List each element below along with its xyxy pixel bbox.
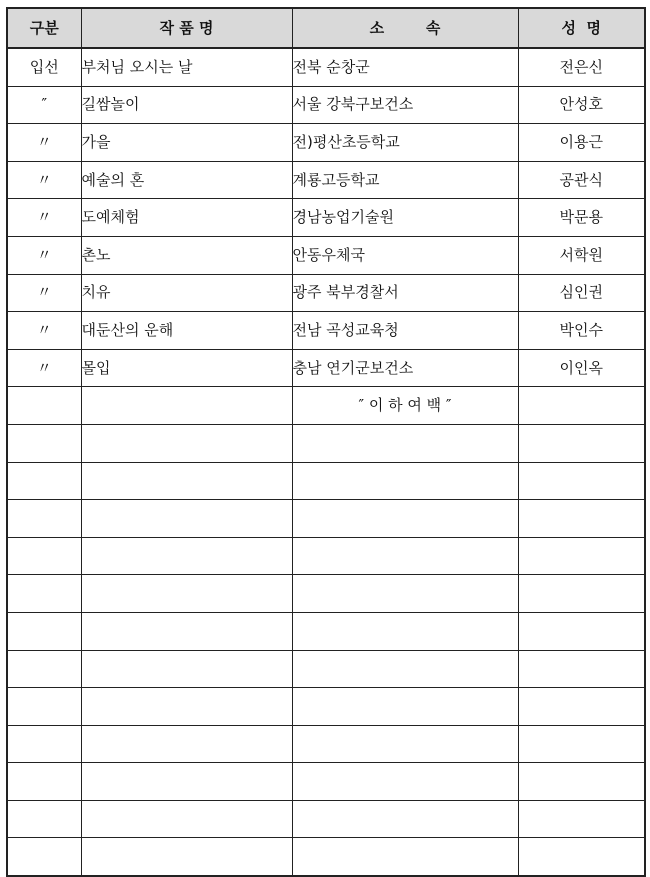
- cell-name: 박인수: [518, 312, 645, 350]
- cell-category: 〃: [7, 124, 81, 162]
- cell-affiliation: 서울 강북구보건소: [292, 86, 518, 124]
- header-name-text: 성 명: [561, 18, 601, 37]
- cell-name: 박문용: [518, 199, 645, 237]
- cell-title: 예술의 혼: [81, 161, 292, 199]
- empty-cell: [7, 500, 81, 538]
- empty-cell: [518, 838, 645, 876]
- cell-affiliation: 계룡고등학교: [292, 161, 518, 199]
- empty-cell: [518, 500, 645, 538]
- table-row: [7, 124, 645, 162]
- cell-title: 부처님 오시는 날: [81, 48, 292, 86]
- empty-cell: [518, 800, 645, 838]
- empty-row: [7, 725, 645, 763]
- empty-cell: [292, 424, 518, 462]
- table-row: [7, 274, 645, 312]
- empty-row: [7, 575, 645, 613]
- empty-row: [7, 838, 645, 876]
- empty-cell: [518, 462, 645, 500]
- cell-category: ″: [7, 86, 81, 124]
- cell-affiliation: 전북 순창군: [292, 48, 518, 86]
- empty-row: [7, 612, 645, 650]
- cell-name: 이인옥: [518, 349, 645, 387]
- empty-cell: [7, 612, 81, 650]
- cell-title: 도예체험: [81, 199, 292, 237]
- empty-cell: [292, 650, 518, 688]
- empty-cell: [518, 387, 645, 425]
- empty-row: [7, 537, 645, 575]
- empty-cell: [81, 763, 292, 801]
- table-row: [7, 86, 645, 124]
- empty-cell: [518, 424, 645, 462]
- empty-cell: [81, 725, 292, 763]
- cell-affiliation: 전)평산초등학교: [292, 124, 518, 162]
- empty-cell: [292, 575, 518, 613]
- empty-cell: [7, 800, 81, 838]
- empty-cell: [7, 537, 81, 575]
- empty-cell: [81, 838, 292, 876]
- header-affiliation-text: 소 속: [369, 18, 441, 37]
- empty-cell: [81, 537, 292, 575]
- empty-cell: [292, 838, 518, 876]
- header-name: [518, 8, 645, 48]
- empty-cell: [81, 500, 292, 538]
- empty-cell: [292, 800, 518, 838]
- empty-cell: [292, 763, 518, 801]
- cell-title: 대둔산의 운해: [81, 312, 292, 350]
- table-row: [7, 236, 645, 274]
- table-header: [7, 8, 645, 48]
- empty-row: [7, 500, 645, 538]
- cell-affiliation: 경남농업기술원: [292, 199, 518, 237]
- empty-cell: [518, 688, 645, 726]
- empty-cell: [292, 612, 518, 650]
- table-row: [7, 161, 645, 199]
- empty-cell: [7, 725, 81, 763]
- empty-cell: [81, 800, 292, 838]
- award-table: [6, 7, 646, 877]
- empty-row: [7, 462, 645, 500]
- cell-category: 〃: [7, 236, 81, 274]
- cell-title: 치유: [81, 274, 292, 312]
- header-affiliation: [292, 8, 518, 48]
- cell-affiliation: 광주 북부경찰서: [292, 274, 518, 312]
- empty-row: [7, 763, 645, 801]
- empty-cell: [7, 462, 81, 500]
- empty-cell: [7, 650, 81, 688]
- end-note-cell: ″ 이 하 여 백 ″: [292, 387, 518, 425]
- header-title: 작 품 명: [81, 8, 292, 48]
- cell-affiliation: 전남 곡성교육청: [292, 312, 518, 350]
- table-row: [7, 199, 645, 237]
- cell-name: 이용근: [518, 124, 645, 162]
- cell-category: 〃: [7, 199, 81, 237]
- empty-cell: [292, 688, 518, 726]
- empty-cell: [81, 650, 292, 688]
- header-row: [7, 8, 645, 48]
- empty-cell: [518, 763, 645, 801]
- empty-cell: [81, 387, 292, 425]
- end-note-row: [7, 387, 645, 425]
- table-row: [7, 312, 645, 350]
- cell-category: 〃: [7, 161, 81, 199]
- empty-cell: [518, 575, 645, 613]
- cell-title: 가을: [81, 124, 292, 162]
- empty-cell: [7, 763, 81, 801]
- empty-row: [7, 688, 645, 726]
- empty-cell: [7, 575, 81, 613]
- cell-category: 〃: [7, 274, 81, 312]
- empty-cell: [7, 838, 81, 876]
- empty-cell: [81, 462, 292, 500]
- cell-category: 입선: [7, 48, 81, 86]
- cell-title: 길쌈놀이: [81, 86, 292, 124]
- cell-name: 안성호: [518, 86, 645, 124]
- award-list-sheet: [6, 7, 646, 877]
- empty-cell: [7, 387, 81, 425]
- empty-row: [7, 800, 645, 838]
- empty-cell: [81, 575, 292, 613]
- cell-category: 〃: [7, 349, 81, 387]
- empty-cell: [518, 612, 645, 650]
- empty-cell: [518, 725, 645, 763]
- empty-cell: [7, 424, 81, 462]
- table-row: [7, 48, 645, 86]
- header-category: 구분: [7, 8, 81, 48]
- empty-cell: [81, 688, 292, 726]
- cell-name: 서학원: [518, 236, 645, 274]
- cell-name: 공관식: [518, 161, 645, 199]
- cell-category: 〃: [7, 312, 81, 350]
- cell-affiliation: 안동우체국: [292, 236, 518, 274]
- cell-name: 심인권: [518, 274, 645, 312]
- empty-cell: [292, 537, 518, 575]
- cell-affiliation: 충남 연기군보건소: [292, 349, 518, 387]
- empty-cell: [81, 424, 292, 462]
- cell-name: 전은신: [518, 48, 645, 86]
- empty-cell: [292, 462, 518, 500]
- cell-title: 몰입: [81, 349, 292, 387]
- empty-row: [7, 424, 645, 462]
- empty-cell: [518, 537, 645, 575]
- empty-cell: [518, 650, 645, 688]
- empty-cell: [292, 500, 518, 538]
- empty-row: [7, 650, 645, 688]
- cell-title: 촌노: [81, 236, 292, 274]
- empty-cell: [7, 688, 81, 726]
- table-body: [7, 48, 645, 876]
- table-row: [7, 349, 645, 387]
- empty-cell: [81, 612, 292, 650]
- empty-cell: [292, 725, 518, 763]
